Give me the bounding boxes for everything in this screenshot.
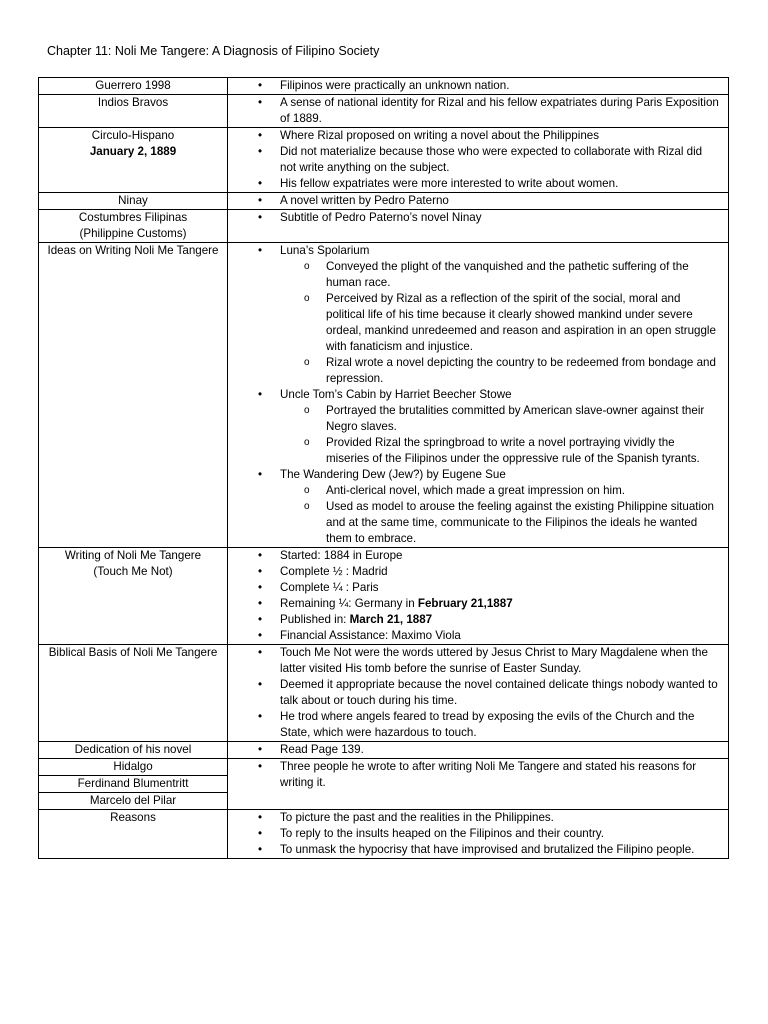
bullet-item: • The Wandering Dew (Jew?) by Eugene Sue o Anti-clerical novel, which made a great impression on him. o Used as model to arouse the feeling against the existing Philippine situation and at the same time, communicate to the Filipinos the ideals he wanted them to embrace. — [280, 467, 720, 547]
bullet-item: • To picture the past and the realities in the Philippines. — [280, 810, 720, 826]
bullet-item: • A sense of national identity for Rizal and his fellow expatriates during Paris Exposition of 1889. — [280, 95, 720, 127]
row-content — [228, 759, 729, 810]
bullet-item: • Filipinos were practically an unknown nation. — [280, 78, 720, 94]
sub-bullet-item: o Conveyed the plight of the vanquished and the pathetic suffering of the human race. — [326, 259, 716, 291]
table-row-ninay — [39, 193, 729, 210]
row-label: Ninay — [39, 193, 228, 210]
table-row-hidalgo — [39, 759, 729, 776]
bullet-item: • Deemed it appropriate because the novel contained delicate things nobody wanted to talk about or touch during his time. — [280, 677, 720, 709]
bullet-item: • Subtitle of Pedro Paterno’s novel Ninay — [280, 210, 720, 226]
sub-bullet-item: o Used as model to arouse the feeling against the existing Philippine situation and at the same time, communicate to the Filipinos the ideals he wanted them to embrace. — [326, 499, 716, 547]
bullet-item: • Luna’s Spolarium o Conveyed the plight of the vanquished and the pathetic suffering of the human race. o Perceived by Rizal as a reflection of the spirit of the social, moral and political life of his time because it clearly showed mankind under severe ordeal, mankind unredeemed and reason and aspiration in an open struggle with fanaticism and injustice. o Rizal wrote a novel depicting the country to be redeemed from bondage and repression. — [280, 243, 720, 387]
bullet-item: • Financial Assistance: Maximo Viola — [280, 628, 720, 644]
row-content — [228, 243, 729, 548]
bullet-item: • Three people he wrote to after writing Noli Me Tangere and stated his reasons for writing it. — [280, 759, 720, 791]
bullet-item: • Complete ¼ : Paris — [280, 580, 720, 596]
row-content — [228, 210, 729, 243]
row-label: Costumbres Filipinas (Philippine Customs) — [39, 210, 228, 243]
bullet-item: • Published in: March 21, 1887 — [280, 612, 720, 628]
row-content — [228, 742, 729, 759]
bullet-item: • Where Rizal proposed on writing a novel about the Philippines — [280, 128, 720, 144]
table-row-reasons — [39, 810, 729, 859]
row-label: Circulo-Hispano January 2, 1889 — [39, 128, 228, 193]
bullet-item: • Complete ½ : Madrid — [280, 564, 720, 580]
row-content — [228, 95, 729, 128]
row-label: Indios Bravos — [39, 95, 228, 128]
page-title: Chapter 11: Noli Me Tangere: A Diagnosis of Filipino Society — [47, 44, 380, 58]
bullet-item: • A novel written by Pedro Paterno — [280, 193, 720, 209]
row-label: Ideas on Writing Noli Me Tangere — [39, 243, 228, 548]
bullet-item: • Started: 1884 in Europe — [280, 548, 720, 564]
table-row-indios-bravos — [39, 95, 729, 128]
sub-bullet-item: o Portrayed the brutalities committed by American slave-owner against their Negro slaves. — [326, 403, 716, 435]
bullet-item: • To unmask the hypocrisy that have improvised and brutalized the Filipino people. — [280, 842, 720, 858]
bullet-item: • Uncle Tom’s Cabin by Harriet Beecher Stowe o Portrayed the brutalities committed by American slave-owner against their Negro slaves. o Provided Rizal the springbroad to write a novel portraying vividly the miseries of the Filipinos under the oppressive rule of the Spanish tyrants. — [280, 387, 720, 467]
row-label: Reasons — [39, 810, 228, 859]
sub-bullet-item: o Perceived by Rizal as a reflection of the spirit of the social, moral and political life of his time because it clearly showed mankind under severe ordeal, mankind unredeemed and reason and aspiration in an open struggle with fanaticism and injustice. — [326, 291, 716, 355]
bullet-item: • Remaining ¼: Germany in February 21,1887 — [280, 596, 720, 612]
table-row-dedication — [39, 742, 729, 759]
row-label: Marcelo del Pilar — [39, 793, 228, 810]
row-label: Ferdinand Blumentritt — [39, 776, 228, 793]
row-content — [228, 128, 729, 193]
sub-bullet-item: o Anti-clerical novel, which made a great impression on him. — [326, 483, 716, 499]
row-content — [228, 548, 729, 645]
row-content — [228, 645, 729, 742]
table-row-writing — [39, 548, 729, 645]
bullet-item: • Read Page 139. — [280, 742, 720, 758]
row-label-date: January 2, 1889 — [89, 145, 177, 158]
bullet-item: • Did not materialize because those who were expected to collaborate with Rizal did not write anything on the subject. — [280, 144, 720, 176]
sub-bullet-item: o Rizal wrote a novel depicting the country to be redeemed from bondage and repression. — [326, 355, 716, 387]
row-label: Biblical Basis of Noli Me Tangere — [39, 645, 228, 742]
table-row-guerrero — [39, 78, 729, 95]
table-row-costumbres — [39, 210, 729, 243]
row-content — [228, 193, 729, 210]
bullet-item: • He trod where angels feared to tread by exposing the evils of the Church and the State, which were hazardous to touch. — [280, 709, 720, 741]
bullet-item: • To reply to the insults heaped on the Filipinos and their country. — [280, 826, 720, 842]
table-row-circulo-hispano — [39, 128, 729, 193]
row-label: Writing of Noli Me Tangere (Touch Me Not) — [39, 548, 228, 645]
bullet-item: • His fellow expatriates were more interested to write about women. — [280, 176, 720, 192]
row-label: Hidalgo — [39, 759, 228, 776]
table-row-ideas — [39, 243, 729, 548]
sub-bullet-item: o Provided Rizal the springbroad to write a novel portraying vividly the miseries of the Filipinos under the oppressive rule of the Spanish tyrants. — [326, 435, 716, 467]
row-content — [228, 810, 729, 859]
row-content — [228, 78, 729, 95]
row-label: Guerrero 1998 — [39, 78, 228, 95]
row-label: Dedication of his novel — [39, 742, 228, 759]
notes-table — [38, 77, 729, 859]
bullet-item: • Touch Me Not were the words uttered by Jesus Christ to Mary Magdalene when the latter visited His tomb before the sunrise of Easter Sunday. — [280, 645, 720, 677]
table-row-biblical — [39, 645, 729, 742]
